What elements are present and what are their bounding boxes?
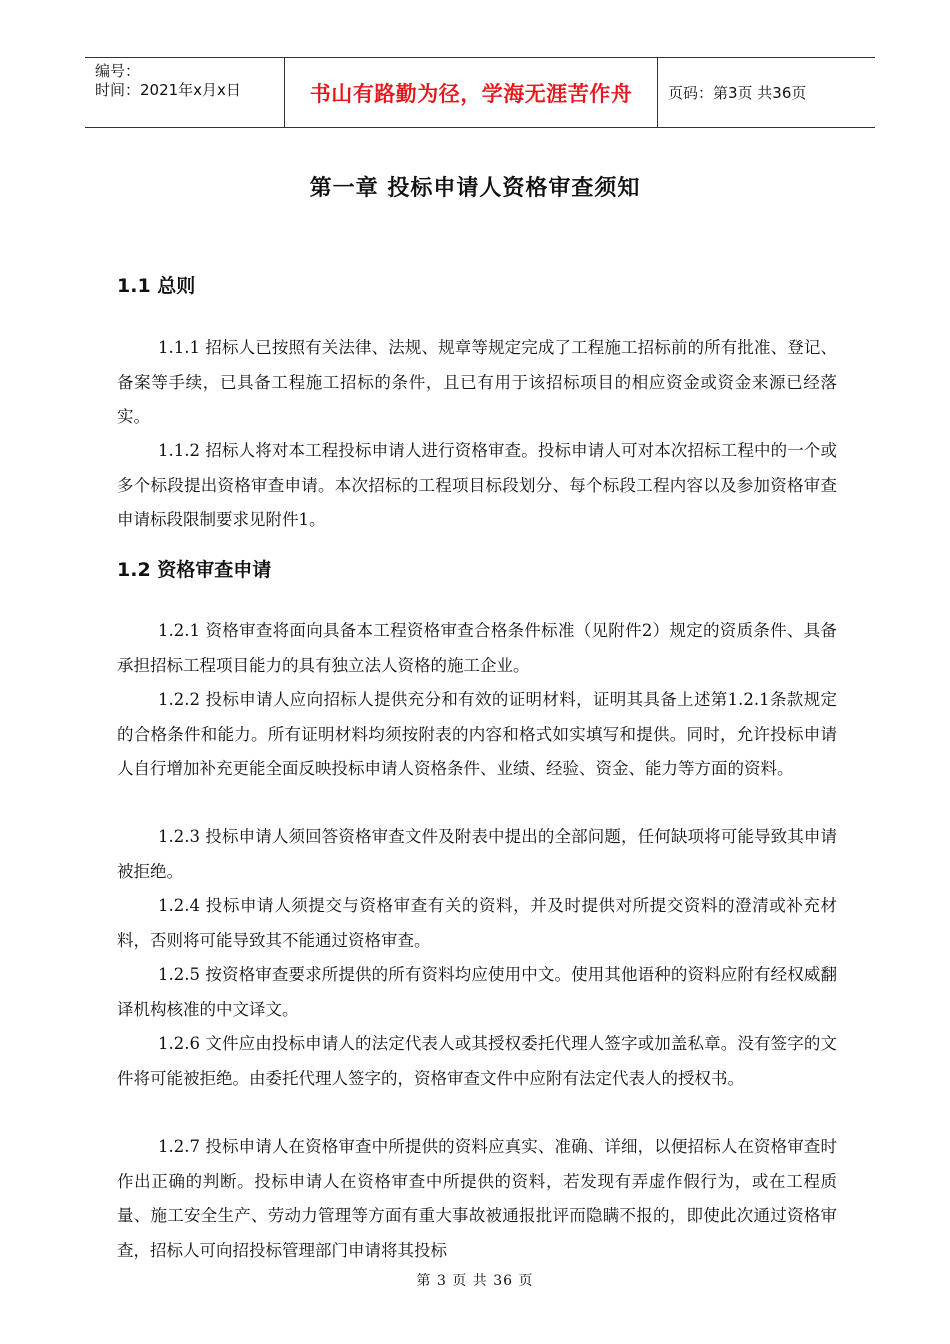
section-heading-qualification: 1.2 资格审查申请 (117, 559, 272, 581)
page-footer: 第 3 页 共 36 页 (416, 1273, 534, 1289)
paragraph-1-1-1: 1.1.1 招标人已按照有关法律、法规、规章等规定完成了工程施工招标前的所有批准、登记、备案等手续，已具备工程施工招标的条件，且已有用于该招标项目的相应资金或资金来源已经落实。 (117, 338, 837, 426)
paragraph-1-2-6: 1.2.6 文件应由投标申请人的法定代表人或其授权委托代理人签字或加盖私章。没有签字的文件将可能被拒绝。由委托代理人签字的，资格审查文件中应附有法定代表人的授权书。 (117, 1034, 837, 1088)
header-page-info: 页码：第3页 共36页 (668, 84, 807, 102)
header-meta (85, 58, 285, 127)
paragraph-1-2-2: 1.2.2 投标申请人应向招标人提供充分和有效的证明材料，证明其具备上述第1.2.1条款规定的合格条件和能力。所有证明材料均须按附表的内容和格式如实填写和提供。同时，允许投标申请人自行增加补充更能全面反映投标申请人资格条件、业绩、经验、资金、能力等方面的资料。 (117, 690, 837, 778)
section-heading-general: 1.1 总则 (117, 275, 196, 297)
chapter-title: 第一章 投标申请人资格审查须知 (309, 176, 641, 201)
document-number-label: 编号： (95, 62, 141, 80)
paragraph-1-1-2: 1.1.2 招标人将对本工程投标申请人进行资格审查。投标申请人可对本次招标工程中的一个或多个标段提出资格审查申请。本次招标的工程项目标段划分、每个标段工程内容以及参加资格审查申请标段限制要求见附件1。 (117, 441, 837, 529)
header-motto: 书山有路勤为径，学海无涯苦作舟 (285, 58, 658, 127)
page-header (85, 57, 875, 128)
paragraph-1-2-1: 1.2.1 资格审查将面向具备本工程资格审查合格条件标准（见附件2）规定的资质条件、具备承担招标工程项目能力的具有独立法人资格的施工企业。 (117, 621, 837, 675)
paragraph-1-2-5: 1.2.5 按资格审查要求所提供的所有资料均应使用中文。使用其他语种的资料应附有经权威翻译机构核准的中文译文。 (117, 965, 837, 1019)
document-time-label: 时间：2021年x月x日 (95, 81, 241, 99)
paragraph-1-2-4: 1.2.4 投标申请人须提交与资格审查有关的资料，并及时提供对所提交资料的澄清或补充材料，否则将可能导致其不能通过资格审查。 (117, 896, 837, 950)
paragraph-1-2-3: 1.2.3 投标申请人须回答资格审查文件及附表中提出的全部问题，任何缺项将可能导致其申请被拒绝。 (117, 827, 837, 881)
paragraph-1-2-7: 1.2.7 投标申请人在资格审查中所提供的资料应真实、准确、详细，以便招标人在资格审查时作出正确的判断。投标申请人在资格审查中所提供的资料，若发现有弄虚作假行为，或在工程质量、施工安全生产、劳动力管理等方面有重大事故被通报批评而隐瞒不报的，即使此次通过资格审查，招标人可向招投标管理部门申请将其投标 (117, 1137, 837, 1260)
